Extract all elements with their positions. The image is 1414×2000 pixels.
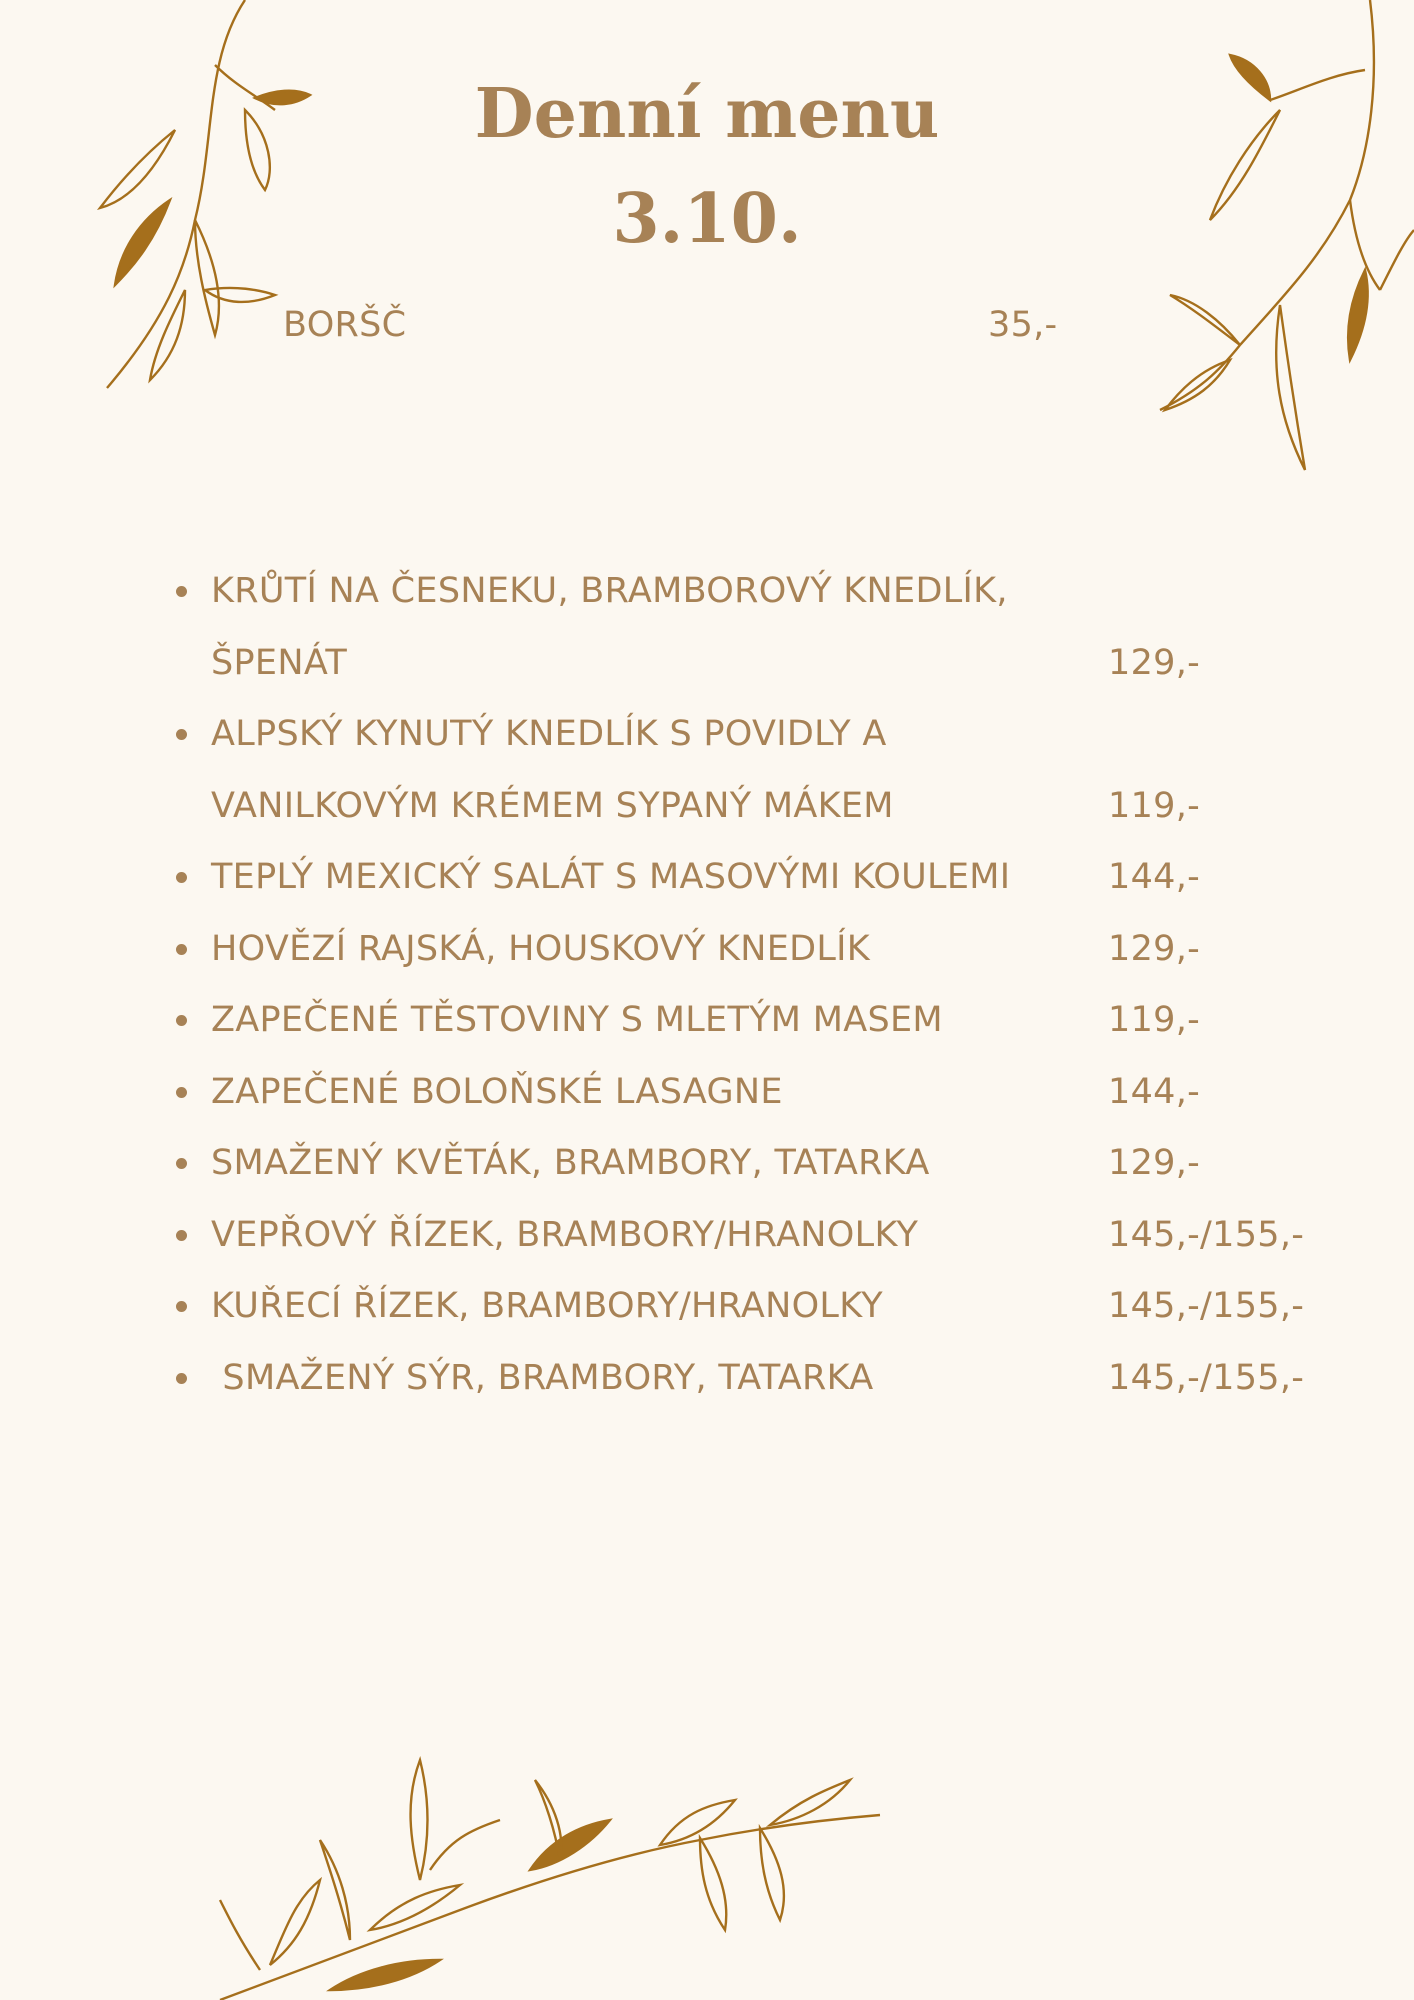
bullet-icon — [176, 729, 187, 740]
dish-list — [170, 556, 1370, 1414]
list-item — [170, 1057, 1370, 1129]
dish-name: SMAŽENÝ SÝR, BRAMBORY, TATARKA — [211, 1357, 874, 1398]
dish-price: 129,- — [1108, 928, 1201, 969]
dish-price: 145,-/155,- — [1108, 1357, 1305, 1398]
list-item — [170, 1343, 1370, 1415]
soup-name: BORŠČ — [283, 305, 407, 345]
dish-name: ZAPEČENÉ BOLOŇSKÉ LASAGNE — [211, 1071, 783, 1112]
list-item — [170, 842, 1370, 914]
dish-name: TEPLÝ MEXICKÝ SALÁT S MASOVÝMI KOULEMI — [211, 857, 1011, 897]
dish-price: 144,- — [1108, 1071, 1201, 1112]
bullet-icon — [176, 944, 187, 955]
dish-name: SMAŽENÝ KVĚTÁK, BRAMBORY, TATARKA — [211, 1143, 930, 1183]
bullet-icon — [176, 1087, 187, 1098]
bullet-icon — [176, 586, 187, 597]
dish-name: KUŘECÍ ŘÍZEK, BRAMBORY/HRANOLKY — [211, 1286, 883, 1326]
dish-name: KRŮTÍ NA ČESNEKU, BRAMBOROVÝ KNEDLÍK, ŠPENÁT — [211, 571, 1008, 683]
dish-price: 119,- — [1108, 1000, 1201, 1040]
bullet-icon — [176, 1230, 187, 1241]
list-item — [170, 556, 1370, 699]
dish-price: 119,- — [1108, 785, 1201, 826]
soup-row — [283, 305, 1058, 345]
dish-price: 145,-/155,- — [1108, 1214, 1305, 1255]
dish-price: 145,-/155,- — [1108, 1286, 1305, 1326]
leaf-branch-icon — [200, 1720, 900, 2000]
bullet-icon — [176, 872, 187, 883]
list-item — [170, 1128, 1370, 1200]
dish-name: ALPSKÝ KYNUTÝ KNEDLÍK S POVIDLY A VANILKOVÝM KRÉMEM SYPANÝ MÁKEM — [211, 714, 894, 826]
bullet-icon — [176, 1373, 187, 1384]
list-item — [170, 1271, 1370, 1343]
list-item — [170, 699, 1370, 842]
dish-price: 129,- — [1108, 1143, 1201, 1183]
list-item — [170, 1200, 1370, 1272]
list-item — [170, 985, 1370, 1057]
soup-price: 35,- — [988, 305, 1058, 345]
dish-name: HOVĚZÍ RAJSKÁ, HOUSKOVÝ KNEDLÍK — [211, 928, 871, 969]
dish-price: 144,- — [1108, 857, 1201, 897]
dish-name: VEPŘOVÝ ŘÍZEK, BRAMBORY/HRANOLKY — [211, 1214, 919, 1255]
list-item — [170, 914, 1370, 986]
menu-date: 3.10. — [612, 179, 802, 259]
bullet-icon — [176, 1301, 187, 1312]
bullet-icon — [176, 1158, 187, 1169]
page-title: Denní menu — [474, 74, 940, 154]
dish-price: 129,- — [1108, 642, 1201, 683]
bullet-icon — [176, 1015, 187, 1026]
dish-name: ZAPEČENÉ TĚSTOVINY S MLETÝM MASEM — [211, 1000, 943, 1040]
